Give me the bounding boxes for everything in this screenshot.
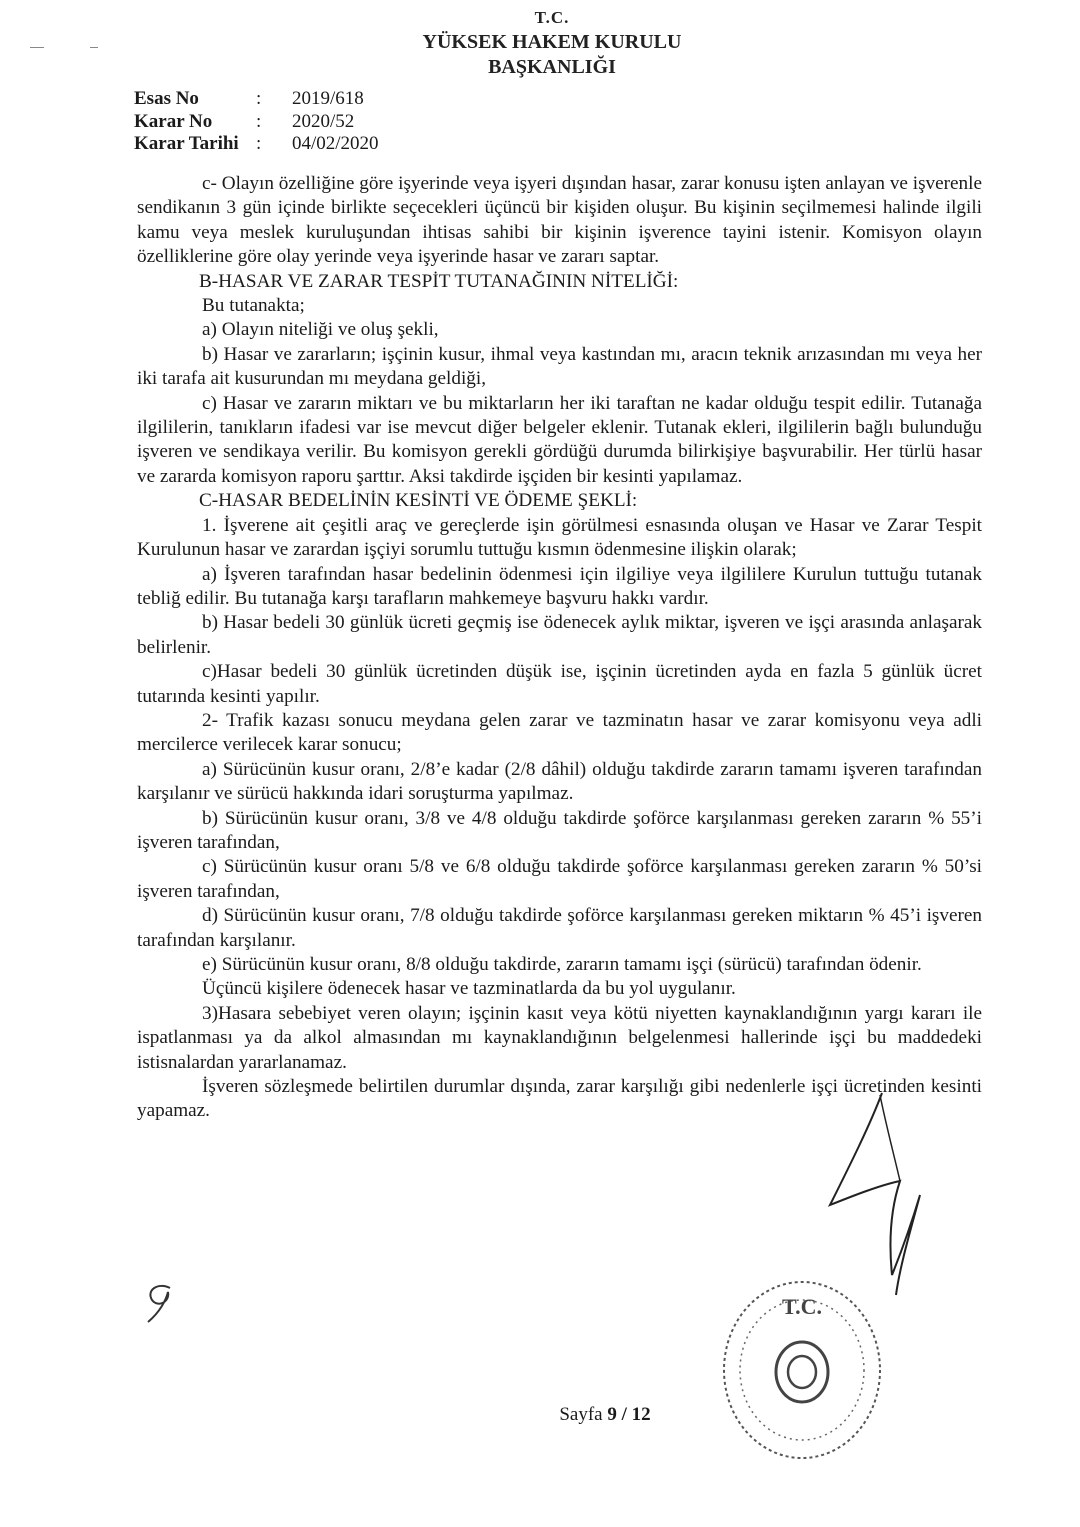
header-institution: YÜKSEK HAKEM KURULU	[422, 31, 682, 53]
list-item: b) Sürücünün kusur oranı, 3/8 ve 4/8 olduğu takdirde şoförce karşılanması gereken zararın % 55’i işveren tarafından,	[137, 807, 982, 853]
case-number-label: Esas No	[134, 88, 199, 110]
colon: :	[256, 133, 262, 155]
section-heading: B-HASAR VE ZARAR TESPİT TUTANAĞININ NİTELİĞİ:	[199, 270, 679, 292]
case-number-row	[134, 88, 379, 111]
list-item: c) Sürücünün kusur oranı 5/8 ve 6/8 olduğu takdirde şoförce karşılanması gereken zararın % 50’si işveren tarafından,	[137, 856, 982, 902]
paragraph: c- Olayın özelliğine göre işyerinde veya işyeri dışından hasar, zarar konusu işten anlayan ve işverenle sendikanın 3 gün içinde birlikte seçecekleri üçüncü bir kişiden oluşur. Bu kişinin seçilmemesi halinde ilgili kamu veya meslek kuruluşundan ihtisas sahibi bir kişinin işverence tayini istenir. Komisyon olayın özelliklerine göre olay yerinde veya işyerinde hasar ve zararı saptar.	[137, 173, 982, 268]
list-item: d) Sürücünün kusur oranı, 7/8 olduğu takdirde şoförce karşılanması gereken miktarın % 45’i işveren tarafından karşılanır.	[137, 905, 982, 951]
colon: :	[256, 110, 262, 132]
page-label: Sayfa	[559, 1404, 603, 1425]
header-presidency: BAŞKANLIĞI	[488, 56, 616, 78]
list-item: c) Hasar ve zararın miktarı ve bu miktarların her iki taraftan ne kadar olduğu tespit edilir. Tutanağa ilgililerin, tanıkların ifadesi var ise mevcut diğer belgeler eklenir. Tutanak ekleri, ilgililerin bağlı bulunduğu işveren ve sendikaya verilir. Bu komisyon gerekli gördüğü durumda bilirkişiye başvurabilir. Her türlü hasar ve zararda komisyon raporu şarttır. Aksi takdirde işçiden bir kesinti yapılamaz.	[137, 392, 982, 487]
decision-date-value: 04/02/2020	[292, 133, 379, 155]
decision-number-row	[134, 111, 379, 134]
paragraph: 3)Hasara sebebiyet veren olayın; işçinin kasıt veya kötü niyetten kaynaklandığının yargı kararı ile ispatlanması ya da alkol almasından mı kaynaklandığının belgelenmesi hallerinde işçi bu maddedeki istisnalardan yararlanamaz.	[137, 1002, 982, 1073]
stamp-text: T.C.	[782, 1294, 822, 1319]
decision-date-row	[134, 133, 379, 156]
header-tc: T.C.	[534, 8, 570, 27]
list-item: b) Hasar ve zararların; işçinin kusur, ihmal veya kastından mı, aracın teknik arızasından mı veya her iki tarafa ait kusurundan mı meydana geldiği,	[137, 343, 982, 390]
paragraph: Üçüncü kişilere ödenecek hasar ve tazminatlarda da bu yol uygulanır.	[202, 978, 736, 1000]
decision-date-label: Karar Tarihi	[134, 133, 239, 155]
case-number-value: 2019/618	[292, 88, 364, 110]
page-footer	[520, 1404, 690, 1426]
document-body	[137, 172, 982, 1124]
paragraph: İşveren sözleşmede belirtilen durumlar dışında, zarar karşılığı gibi nedenlerle işçi ücretinden kesinti yapamaz.	[137, 1076, 982, 1122]
list-item: a) Olayın niteliği ve oluş şekli,	[202, 319, 439, 341]
list-item: a) İşveren tarafından hasar bedelinin ödenmesi için ilgiliye veya ilgililere Kurulun tuttuğu tutanak tebliğ edilir. Bu tutanağa karşı tarafların mahkemeye başvuru hakkı vardır.	[137, 563, 982, 609]
list-item: b) Hasar bedeli 30 günlük ücreti geçmiş ise ödenecek aylık miktar, işveren ve işçi arasında anlaşarak belirlenir.	[137, 612, 982, 658]
page-number: 9 / 12	[607, 1404, 651, 1425]
list-item: c)Hasar bedeli 30 günlük ücretinden düşük ise, işçinin ücretinden ayda en fazla 5 günlük ücret tutarında kesinti yapılır.	[137, 661, 982, 707]
list-item: a) Sürücünün kusur oranı, 2/8’e kadar (2/8 dâhil) olduğu takdirde zararın tamamı işveren tarafından karşılanır ve sürücü hakkında idari soruşturma yapılmaz.	[137, 758, 982, 805]
colon: :	[256, 88, 262, 110]
decision-number-value: 2020/52	[292, 110, 355, 132]
paragraph: 2- Trafik kazası sonucu meydana gelen zarar ve tazminatın hasar ve zarar komisyonu veya adli mercilerce verilecek karar sonucu;	[137, 709, 982, 756]
section-heading: C-HASAR BEDELİNİN KESİNTİ VE ÖDEME ŞEKLİ:	[199, 490, 638, 512]
list-item: e) Sürücünün kusur oranı, 8/8 olduğu takdirde, zararın tamamı işçi (sürücü) tarafından ödenir.	[202, 954, 922, 975]
official-stamp	[712, 1270, 892, 1470]
paragraph: Bu tutanakta;	[202, 295, 305, 317]
paragraph: 1. İşverene ait çeşitli araç ve gereçlerde işin görülmesi esnasında oluşan ve Hasar ve Zarar Tespit Kurulunun hasar ve zarardan işçiyi sorumlu tuttuğu kısmın ödenmesine ilişkin olarak;	[137, 514, 982, 561]
case-info	[134, 88, 379, 156]
initial-signature	[140, 1278, 190, 1328]
decision-number-label: Karar No	[134, 110, 213, 132]
